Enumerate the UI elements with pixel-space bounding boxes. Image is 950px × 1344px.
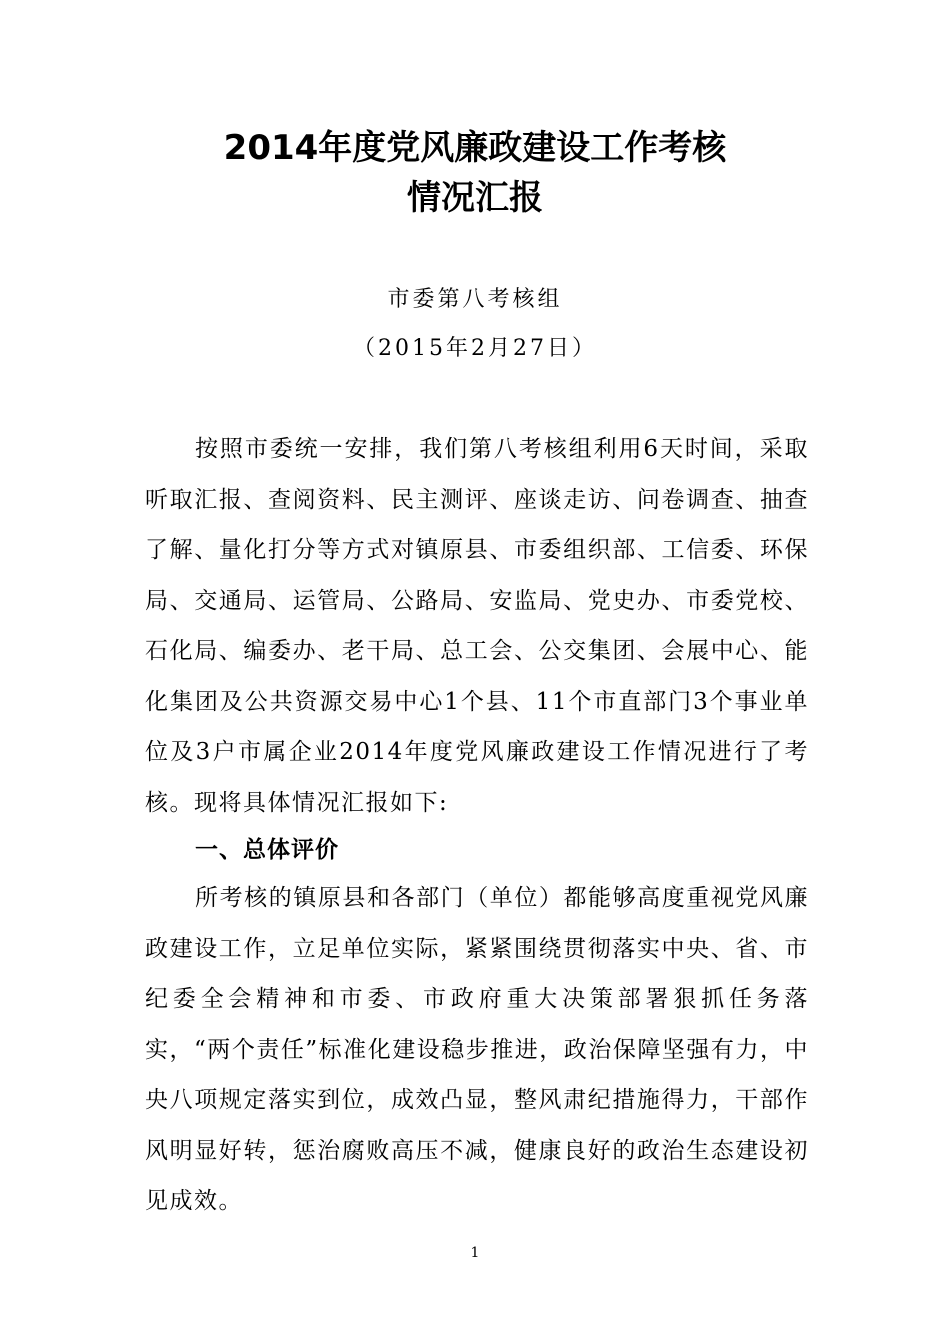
body-paragraph-1: 按照市委统一安排，我们第八考核组利用6天时间，采取听取汇报、查阅资料、民主测评、座谈走访、问卷调查、抽查了解、量化打分等方式对镇原县、市委组织部、工信委、环保局、交通局、运管局、公路局、安监局、党史办、市委党校、石化局、编委办、老干局、总工会、公交集团、会展中心、能化集团及公共资源交易中心1个县、11个市直部门3个事业单位及3户市属企业2014年度党风廉政建设工作情况进行了考核。现将具体情况汇报如下:	[145, 436, 809, 816]
document-title-line-1: 2014年度党风廉政建设工作考核	[223, 128, 727, 168]
page-number: 1	[470, 1245, 480, 1261]
body-paragraph-2: 所考核的镇原县和各部门（单位）都能够高度重视党风廉政建设工作，立足单位实际，紧紧围绕贯彻落实中央、省、市纪委全会精神和市委、市政府重大决策部署狠抓任务落实，“两个责任”标准化建设稳步推进，政治保障坚强有力，中央八项规定落实到位，成效凸显，整风肃纪措施得力，干部作风明显好转，惩治腐败高压不减，健康良好的政治生态建设初见成效。	[145, 885, 809, 1214]
section-heading-1: 一、总体评价	[195, 837, 339, 863]
document-date: （2015年2月27日）	[353, 336, 597, 361]
document-author: 市委第八考核组	[387, 287, 563, 312]
document-title-line-2: 情况汇报	[407, 178, 543, 218]
